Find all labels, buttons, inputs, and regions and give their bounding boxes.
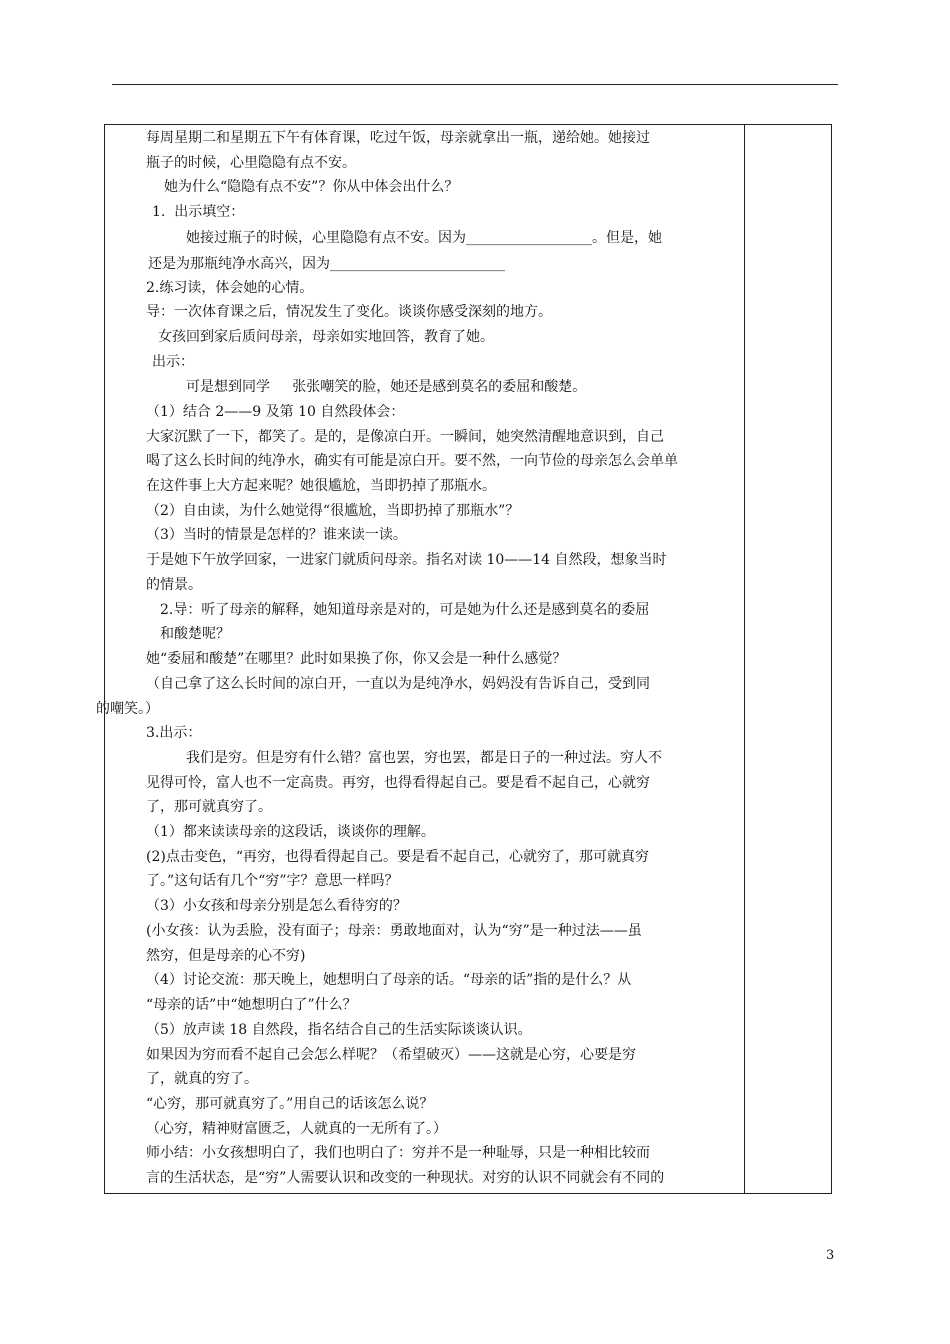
text-line: 她为什么“隐隐有点不安”？你从中体会出什么？ — [164, 179, 459, 195]
text-line: （4）讨论交流：那天晚上，她想明白了母亲的话。“母亲的话”指的是什么？从 — [146, 972, 632, 988]
text-line: 言的生活状态，是“穷”人需要认识和改变的一种现状。对穷的认识不同就会有不同的 — [146, 1170, 665, 1186]
text-line: （5）放声读 18 自然段，指名结合自己的生活实际谈谈认识。 — [146, 1022, 532, 1038]
text-line: 导：一次体育课之后，情况发生了变化。谈谈你感受深刻的地方。 — [146, 304, 552, 320]
text-line: 的嘲笑。） — [96, 701, 159, 717]
text-line: 2.练习读，体会她的心情。 — [146, 280, 314, 296]
text-line: （心穷，精神财富匮乏，人就真的一无所有了。） — [146, 1121, 447, 1137]
text-line: 我们是穷。但是穷有什么错？富也罢，穷也罢，都是日子的一种过法。穷人不 — [186, 750, 662, 766]
text-line: 可是想到同学 张张嘲笑的脸，她还是感到莫名的委屈和酸楚。 — [186, 379, 587, 395]
text-line: 出示： — [152, 354, 194, 370]
text-line: (小女孩：认为丢脸，没有面子；母亲：勇敢地面对，认为“穷”是一种过法——虽 — [146, 923, 642, 939]
text-line: 女孩回到家后质问母亲，母亲如实地回答，教育了她。 — [158, 329, 494, 345]
text-line: 她接过瓶子的时候，心里隐隐有点不安。因为__________________。但是，她 — [186, 230, 662, 246]
text-line: 大家沉默了一下，都笑了。是的，是像凉白开。一瞬间，她突然清醒地意识到，自己 — [146, 429, 664, 445]
text-line: 了，就真的穷了。 — [146, 1071, 258, 1087]
text-line: 1. 出示填空： — [152, 204, 245, 220]
text-line: “心穷，那可就真穷了。”用自己的话该怎么说？ — [146, 1096, 434, 1112]
text-line: （2）自由读，为什么她觉得“很尴尬，当即扔掉了那瓶水”？ — [146, 503, 520, 519]
text-line: 的情景。 — [146, 577, 202, 593]
text-line: 2.导：听了母亲的解释，她知道母亲是对的，可是她为什么还是感到莫名的委屈 — [160, 602, 650, 618]
text-line: 了，那可就真穷了。 — [146, 799, 272, 815]
text-line: （自己拿了这么长时间的凉白开，一直以为是纯净水，妈妈没有告诉自己，受到同 — [146, 676, 650, 692]
text-line: “母亲的话”中“她想明白了”什么？ — [146, 997, 357, 1013]
text-line: 如果因为穷而看不起自己会怎么样呢？（希望破灭）——这就是心穷，心要是穷 — [146, 1047, 636, 1063]
text-line: （1）结合 2——9 及第 10 自然段体会： — [146, 404, 405, 420]
text-line: 了。”这句话有几个“穷”字？意思一样吗？ — [146, 873, 399, 889]
text-line: 然穷，但是母亲的心不穷) — [146, 948, 306, 964]
text-line: 见得可怜，富人也不一定高贵。再穷，也得看得起自己。要是看不起自己，心就穷 — [146, 775, 650, 791]
text-line: 和酸楚呢？ — [160, 626, 230, 642]
text-line: 3.出示： — [146, 725, 202, 741]
text-line: 还是为那瓶纯净水高兴，因为_________________________ — [148, 256, 505, 272]
header-rule — [112, 84, 838, 85]
text-line: （3）当时的情景是怎样的？谁来读一读。 — [146, 527, 407, 543]
text-line: 师小结：小女孩想明白了，我们也明白了：穷并不是一种耻辱，只是一种相比较而 — [146, 1145, 650, 1161]
text-line: 于是她下午放学回家，一进家门就质问母亲。指名对读 10——14 自然段，想象当时 — [146, 552, 667, 568]
column-divider — [744, 125, 745, 1193]
text-line: 在这件事上大方起来呢？她很尴尬，当即扔掉了那瓶水。 — [146, 478, 496, 494]
text-line: （1）都来读读母亲的这段话，谈谈你的理解。 — [146, 824, 435, 840]
text-line: 喝了这么长时间的纯净水，确实有可能是凉白开。要不然，一向节俭的母亲怎么会单单 — [146, 453, 678, 469]
text-line: 瓶子的时候，心里隐隐有点不安。 — [146, 155, 356, 171]
text-line: （3）小女孩和母亲分别是怎么看待穷的？ — [146, 898, 407, 914]
text-line: 每周星期二和星期五下午有体育课，吃过午饭，母亲就拿出一瓶，递给她。她接过 — [146, 130, 650, 146]
text-line: 她“委屈和酸楚”在哪里？此时如果换了你，你又会是一种什么感觉？ — [146, 651, 567, 667]
page-number: 3 — [826, 1248, 835, 1263]
text-line: (2)点击变色，“再穷，也得看得起自己。要是看不起自己，心就穷了，那可就真穷 — [146, 849, 649, 865]
